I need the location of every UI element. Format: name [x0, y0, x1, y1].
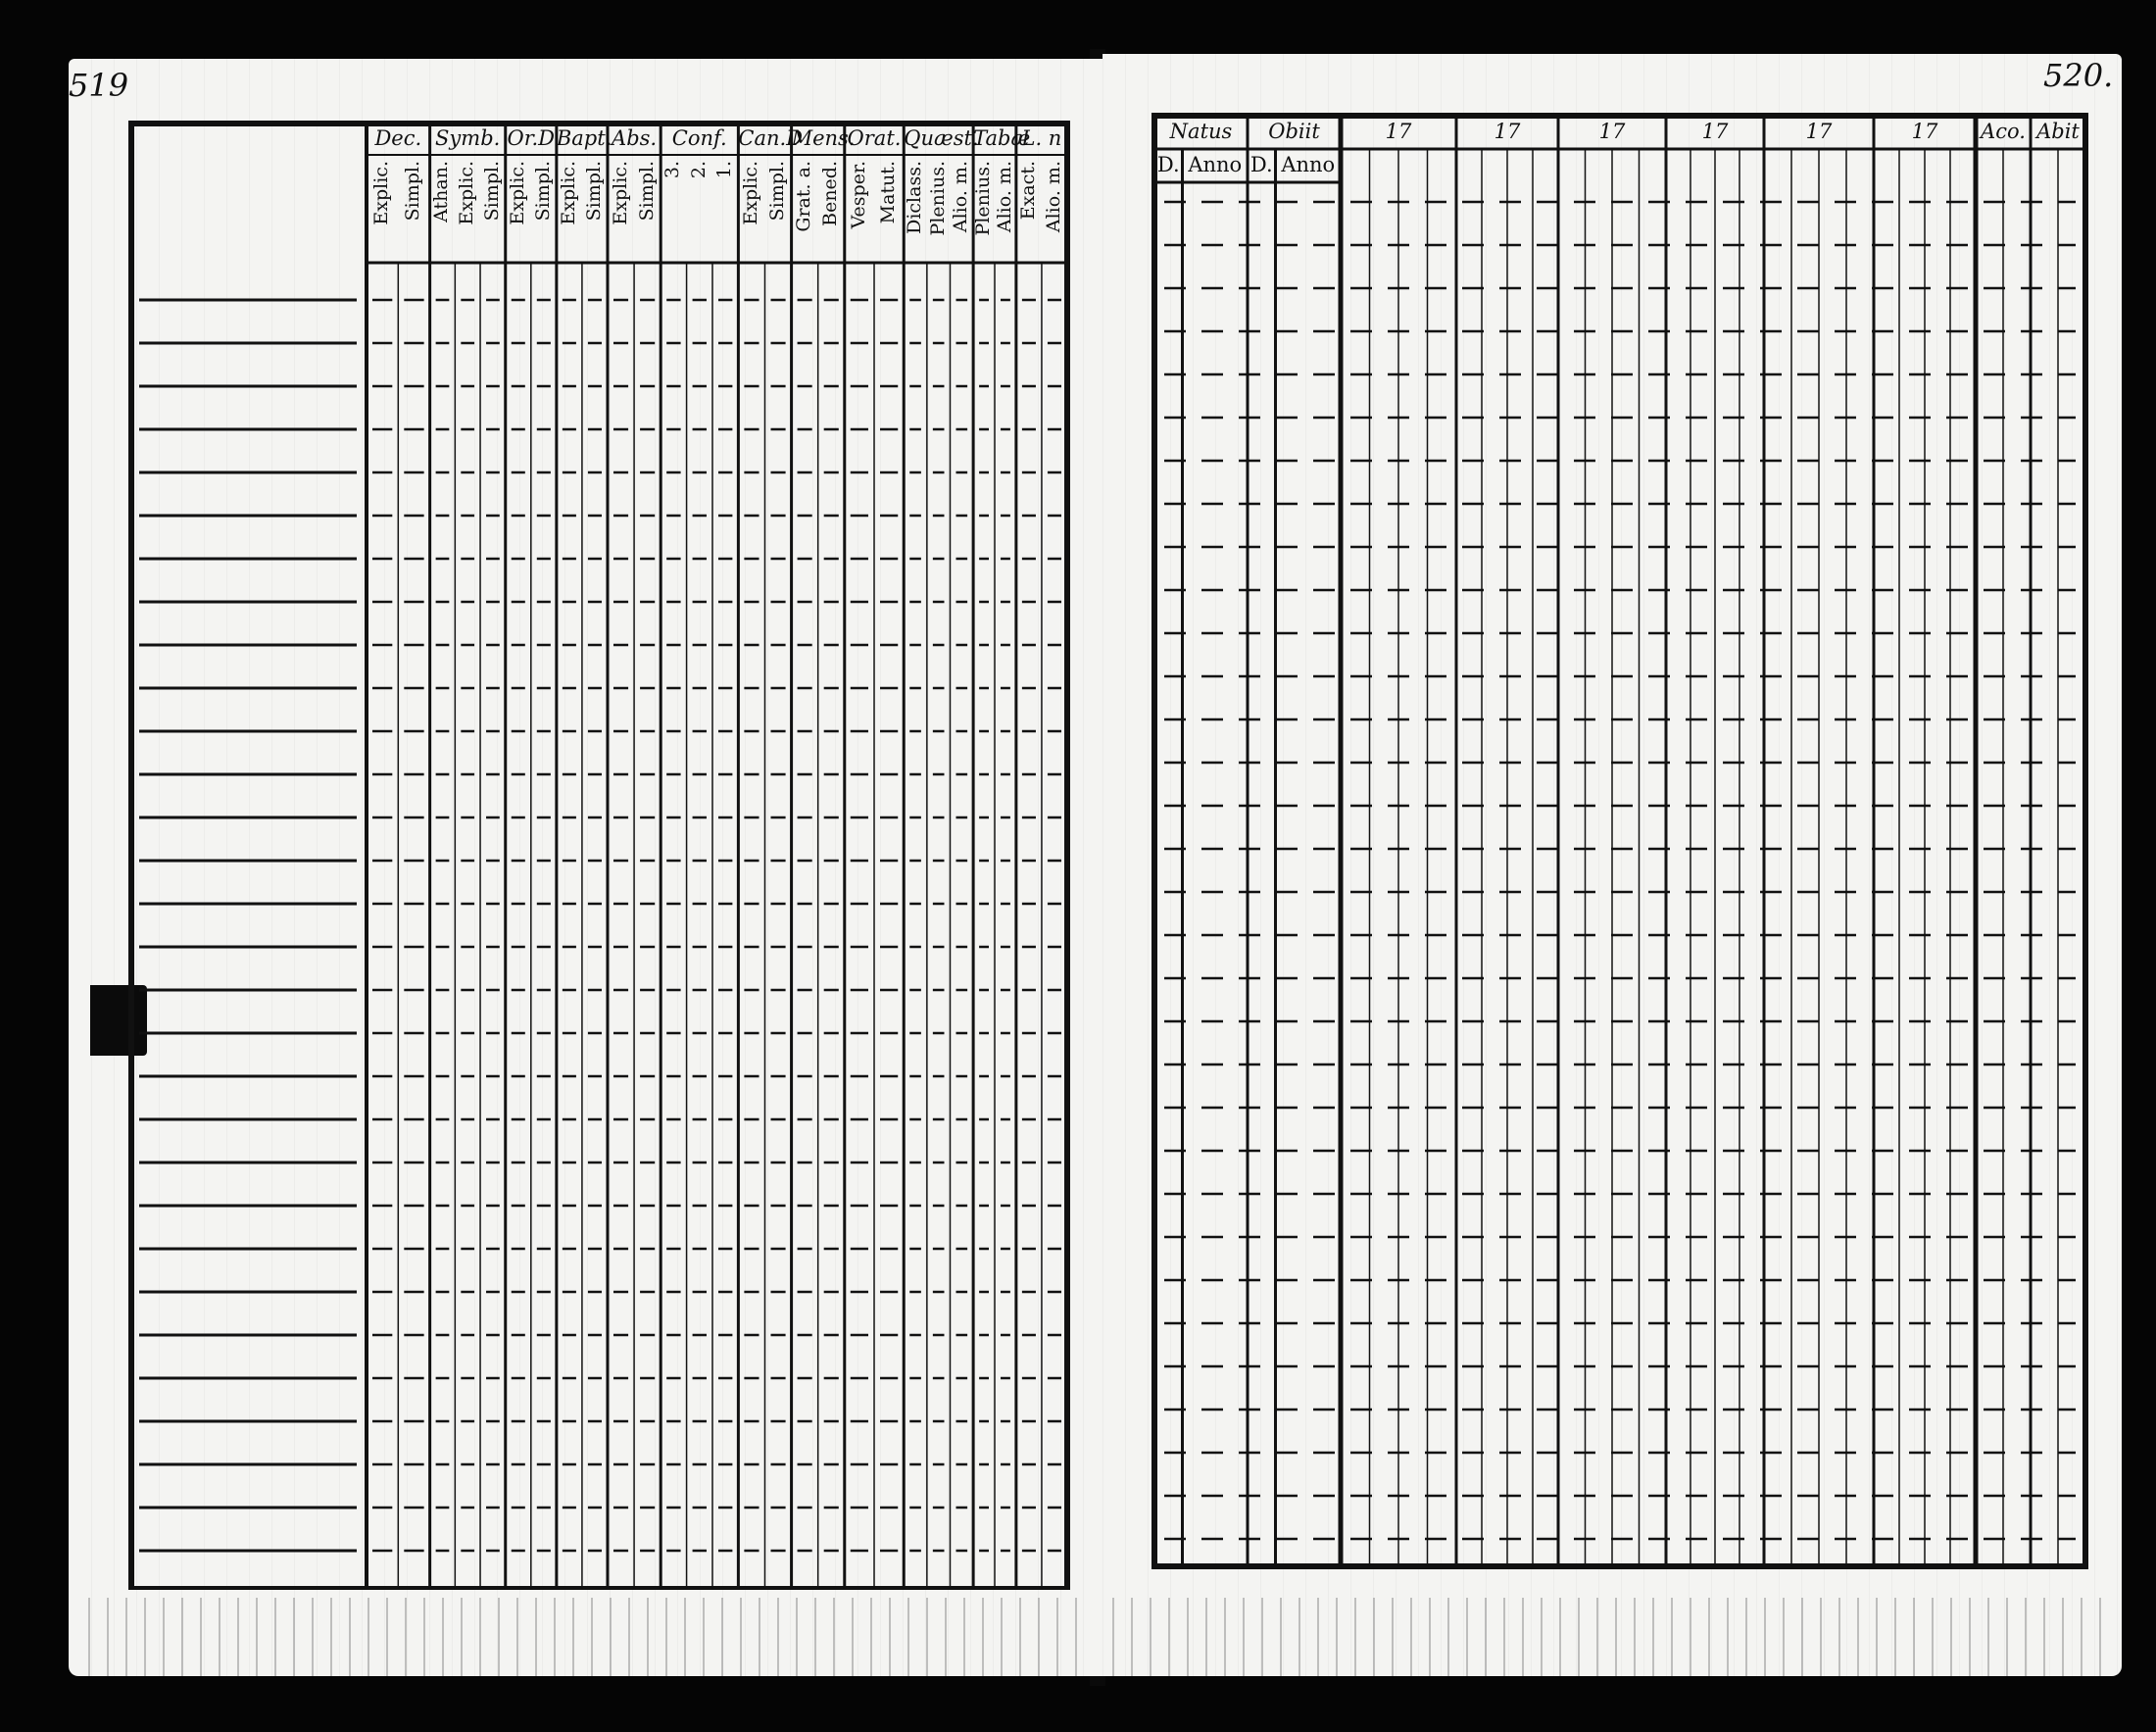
group-header: Aco. — [1981, 120, 2026, 143]
column-subheader: Simpl. — [531, 161, 554, 222]
column-subheader: Explic. — [739, 161, 761, 225]
column-subheader: Alio. m. — [1042, 161, 1064, 233]
column-header: Or.D — [507, 126, 556, 150]
column-subheader: Plenius. — [972, 161, 995, 236]
column-subheader: Athan. — [430, 161, 453, 223]
group-subheader: Anno — [1281, 153, 1336, 176]
group-subheader: D. — [1250, 153, 1273, 176]
page-edge-lines — [1112, 1598, 2102, 1676]
group-header: Obiit — [1268, 120, 1320, 143]
column-subheader: Exact. — [1016, 161, 1039, 221]
column-header: Quæst. — [904, 126, 979, 150]
column-subheader: 2. — [687, 161, 710, 179]
column-subheader: Explic. — [557, 161, 579, 225]
column-subheader: Alio. m. — [950, 161, 972, 233]
left-page-number: 519 — [69, 67, 129, 104]
column-header: Symb. — [435, 126, 501, 150]
column-subheader: Alio. m. — [993, 161, 1015, 233]
column-subheader: Diclass. — [904, 161, 926, 234]
column-header: Mens. — [791, 126, 856, 150]
left-register-table — [127, 120, 1073, 1590]
group-header: 17 — [1911, 120, 1938, 143]
right-table-border — [1154, 116, 2085, 1566]
column-header: Conf. — [671, 126, 727, 150]
group-header: 17 — [1598, 120, 1626, 143]
column-subheader: 1. — [713, 161, 736, 179]
column-subheader: Simpl. — [582, 161, 605, 222]
column-subheader: Simpl. — [402, 161, 424, 222]
group-header: Natus — [1169, 120, 1233, 143]
column-header: L. n — [1021, 126, 1062, 150]
column-header: Orat. — [847, 126, 902, 150]
right-table-lines — [1147, 110, 2092, 1580]
column-subheader: Explic. — [456, 161, 478, 225]
column-header: Tabæ — [973, 126, 1031, 150]
group-header: 17 — [1494, 120, 1521, 143]
right-page-number: 520. — [2043, 57, 2114, 94]
group-header: 17 — [1385, 120, 1412, 143]
column-subheader: Plenius. — [926, 161, 949, 236]
group-header: 17 — [1805, 120, 1833, 143]
column-subheader: 3. — [662, 161, 684, 179]
group-header: Abit — [2036, 120, 2080, 143]
left-table-lines — [127, 120, 1073, 1590]
column-subheader: Explic. — [506, 161, 528, 225]
column-subheader: Bened. — [819, 161, 842, 226]
column-header: Dec. — [374, 126, 422, 150]
right-register-table — [1147, 110, 2092, 1580]
column-subheader: Vesper. — [847, 161, 869, 229]
column-subheader: Simpl. — [635, 161, 658, 222]
column-subheader: Simpl. — [480, 161, 503, 222]
group-subheader: Anno — [1188, 153, 1243, 176]
column-subheader: Explic. — [370, 161, 393, 225]
column-subheader: Explic. — [609, 161, 631, 225]
page-edge-lines — [88, 1598, 1088, 1676]
column-header: Can.D — [738, 126, 803, 150]
column-header: Bapt. — [556, 126, 612, 150]
column-subheader: Grat. a. — [793, 161, 815, 232]
column-subheader: Matut. — [877, 161, 900, 224]
column-header: Abs. — [612, 126, 658, 150]
group-subheader: D. — [1156, 153, 1180, 176]
group-header: 17 — [1701, 120, 1729, 143]
column-subheader: Simpl. — [766, 161, 789, 222]
